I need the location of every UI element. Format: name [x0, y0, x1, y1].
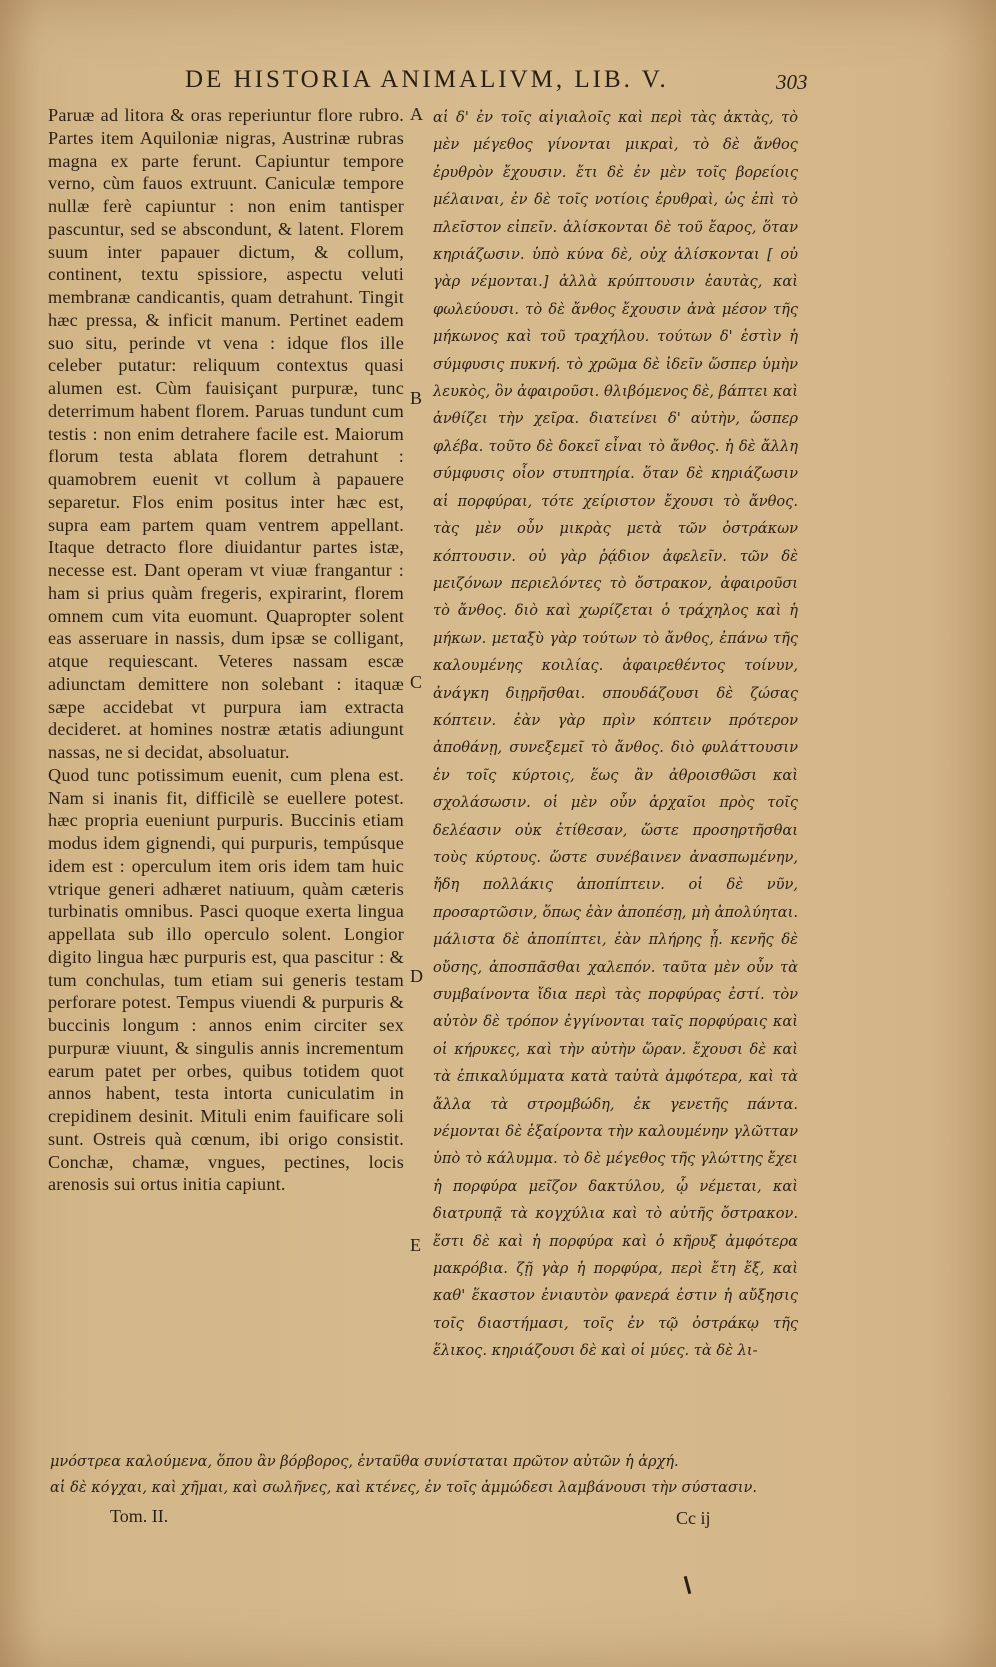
ink-mark: [684, 1576, 692, 1594]
latin-column: [48, 104, 404, 1196]
section-marker-a: A: [410, 104, 423, 124]
greek-paragraph: αἱ δ' ἐν τοῖς αἰγιαλοῖς καὶ περὶ τὰς ἀκτὰς, τὸ μὲν μέγεθος γίνονται μικραὶ, τὸ δὲ ἄνθος ἐρυθρὸν ἔχουσιν. ἔτι δὲ ἐν μὲν τοῖς βορείοις μέλαιναι, ἐν δὲ τοῖς νοτίοις ἐρυθραὶ, ὡς ἐπὶ τὸ πλεῖστον εἰπεῖν. ἁλίσκονται δὲ τοῦ ἔαρος, ὅταν κηριάζωσιν. ὑπὸ κύνα δὲ, οὐχ ἁλίσκονται [ οὐ γὰρ νέμονται.] ἀλλὰ κρύπτουσιν ἑαυτὰς, καὶ φωλεύουσι. τὸ δὲ ἄνθος ἔχουσιν ἀνὰ μέσον τῆς μήκωνος καὶ τοῦ τραχήλου. τούτων δ' ἐστὶν ἡ σύμφυσις πυκνή. τὸ χρῶμα δὲ ἰδεῖν ὥσπερ ὑμὴν λευκὸς, ὃν ἀφαιροῦσι. θλιβόμενος δὲ, βάπτει καὶ ἀνθίζει τὴν χεῖρα. διατείνει δ' αὐτὴν, ὥσπερ φλέβα. τοῦτο δὲ δοκεῖ εἶναι τὸ ἄνθος. ἡ δὲ ἄλλη σύμφυσις οἷον στυπτηρία. ὅταν δὲ κηριάζωσιν αἱ πορφύραι, τότε χείριστον ἔχουσι τὸ ἄνθος. τὰς μὲν οὖν μικρὰς μετὰ τῶν ὀστράκων κόπτουσιν. οὐ γὰρ ῥᾴδιον ἀφελεῖν. τῶν δὲ μειζόνων περιελόντες τὸ ὄστρακον, ἀφαιροῦσι τὸ ἄνθος. διὸ καὶ χωρίζεται ὁ τράχηλος καὶ ἡ μήκων. μεταξὺ γὰρ τούτων τὸ ἄνθος, ἐπάνω τῆς καλουμένης κοιλίας. ἀφαιρεθέντος τοίνυν, ἀνάγκη διῃρῆσθαι. σπουδάζουσι δὲ ζώσας κόπτειν. ἐὰν γὰρ πρὶν κόπτειν πρότερον ἀποθάνῃ, συνεξεμεῖ τὸ ἄνθος. διὸ φυλάττουσιν ἐν τοῖς κύρτοις, ἕως ἂν ἀθροισθῶσι καὶ σχολάσωσιν. οἱ μὲν οὖν ἀρχαῖοι πρὸς τοῖς δελέασιν οὐκ ἐτίθεσαν, ὥστε προσηρτῆσθαι τοὺς κύρτους. ὥστε συνέβαινεν ἀνασπωμένην, ἤδη πολλάκις ἀποπίπτειν. οἱ δὲ νῦν, προσαρτῶσιν, ὅπως ἐὰν ἀποπέσῃ, μὴ ἀπολύηται. μάλιστα δὲ ἀποπίπτει, ἐὰν πλήρης ᾖ. κενῆς δὲ οὔσης, ἀποσπᾶσθαι χαλεπόν. ταῦτα μὲν οὖν τὰ συμβαίνοντα ἴδια περὶ τὰς πορφύρας ἐστί. τὸν αὐτὸν δὲ τρόπον ἐγγίνονται ταῖς πορφύραις καὶ οἱ κήρυκες, καὶ τὴν αὐτὴν ὥραν. ἔχουσι δὲ καὶ τὰ ἐπικαλύμματα κατὰ ταὐτὰ ἀμφότερα, καὶ τὰ ἄλλα τὰ στρομβώδη, ἐκ γενετῆς πάντα. νέμονται δὲ ἐξαίροντα τὴν καλουμένην γλῶτταν ὑπὸ τὸ κάλυμμα. τὸ δὲ μέγεθος τῆς γλώττης ἔχει ἡ πορφύρα μεῖζον δακτύλου, ᾧ νέμεται, καὶ διατρυπᾷ τὰ κογχύλια καὶ τὸ αὐτῆς ὄστρακον. ἔστι δὲ καὶ ἡ πορφύρα καὶ ὁ κῆρυξ ἀμφότερα μακρόβια. ζῇ γὰρ ἡ πορφύρα, περὶ ἔτη ἕξ, καὶ καθ' ἕκαστον ἐνιαυτὸν φανερά ἐστιν ἡ αὔξησις τοῖς διαστήμασι, τοῖς ἐν τῷ ὀστράκῳ τῆς ἕλικος. κηριάζουσι δὲ καὶ οἱ μύες. τὰ δὲ λι-: [433, 109, 798, 1360]
section-marker-e: E: [410, 1235, 421, 1255]
bottom-greek-line-1: μνόστρεα καλούμενα, ὅπου ἂν βόρβορος, ἐνταῦθα συνίσταται πρῶτον αὐτῶν ἡ ἀρχή.: [50, 1454, 679, 1470]
section-marker-d: D: [410, 966, 423, 986]
section-marker-b: B: [410, 388, 423, 408]
bottom-greek-line-2: αἱ δὲ κόγχαι, καὶ χῆμαι, καὶ σωλῆνες, καὶ κτένες, ἐν τοῖς ἀμμώδεσι λαμβάνουσι τὴν σύστασιν.: [50, 1480, 757, 1496]
running-title: DE HISTORIA ANIMALIVM, LIB. V.: [185, 66, 669, 93]
bottom-greek-lines: [50, 1449, 802, 1501]
signature-mark: Cc ij: [676, 1508, 711, 1528]
page-number: 303: [776, 70, 808, 94]
greek-column: [433, 104, 798, 1365]
section-marker-c: C: [410, 672, 423, 692]
latin-paragraph-2: Quod tunc potissimum euenit, cum plena est. Nam si inanis fit, difficilè se euellere potest. hæc propria eueniunt purpuris. Buccinis etiam modus idem gignendi, qui purpuris, tempúsque idem est : operculum item oris idem tam huic vtrique generi adhæret natiuum, quàm cæteris turbinatis omnibus. Pasci quoque exerta lingua appellata sub illo operculo solent. Longior digito lingua hæc purpuris est, qua pascitur : & tum conchulas, tum etiam sui generis testam perforare potest. Tempus viuendi & purpuris & buccinis longum : annos enim circiter sex purpuræ viuunt, & singulis annis incrementum earum patet per orbes, quibus totidem quot annos habent, testa intorta cuniculatim in crepidinem desinit. Mituli enim fauificare soli sunt. Ostreis quà cœnum, ibi origo consistit. Conchæ, chamæ, vngues, pectines, locis arenosis sui ortus initia capiunt.: [48, 764, 404, 1195]
volume-label: Tom. II.: [110, 1506, 169, 1526]
latin-paragraph-1: Paruæ ad litora & oras reperiuntur flore rubro. Partes item Aquiloniæ nigras, Austrinæ rubras magna ex parte ferunt. Capiuntur tempore verno, cùm fauos extruunt. Caniculæ tempore nullæ ferè capiuntur : non enim tantisper pascuntur, sed se abscondunt, & latent. Florem suum inter papauer dictum, & collum, continent, textu spissiore, aspectu veluti membranæ candicantis, quam detrahunt. Tingit hæc pressa, & inficit manum. Pertinet eadem suo situ, perinde vt vena : idque flos ille celeber putatur: reliquum contextus quasi alumen est. Cùm fauisiçant purpuræ, tunc deterrimum habent florem. Paruas tundunt cum testis : non enim detrahere facile est. Maiorum florum testa ablata florem detrahunt : quamobrem euenit vt collum à papauere separetur. Flos enim positus inter hæc est, supra eam partem quam ventrem appellant. Itaque detracto flore diuidantur partes istæ, necesse est. Dant operam vt viuæ frangantur : ham si prius quàm fregeris, expirarint, florem omnem cum vita euomunt. Quapropter solent eas asseruare in nassis, dum ipsæ se colligant, atque requiescant. Veteres nassam escæ adiunctam demittere non solebant : itaquæ sæpe accidebat vt purpura iam extracta decideret. at homines nostræ ætatis adiungunt nassas, ne si decidat, absoluatur.: [48, 105, 404, 762]
